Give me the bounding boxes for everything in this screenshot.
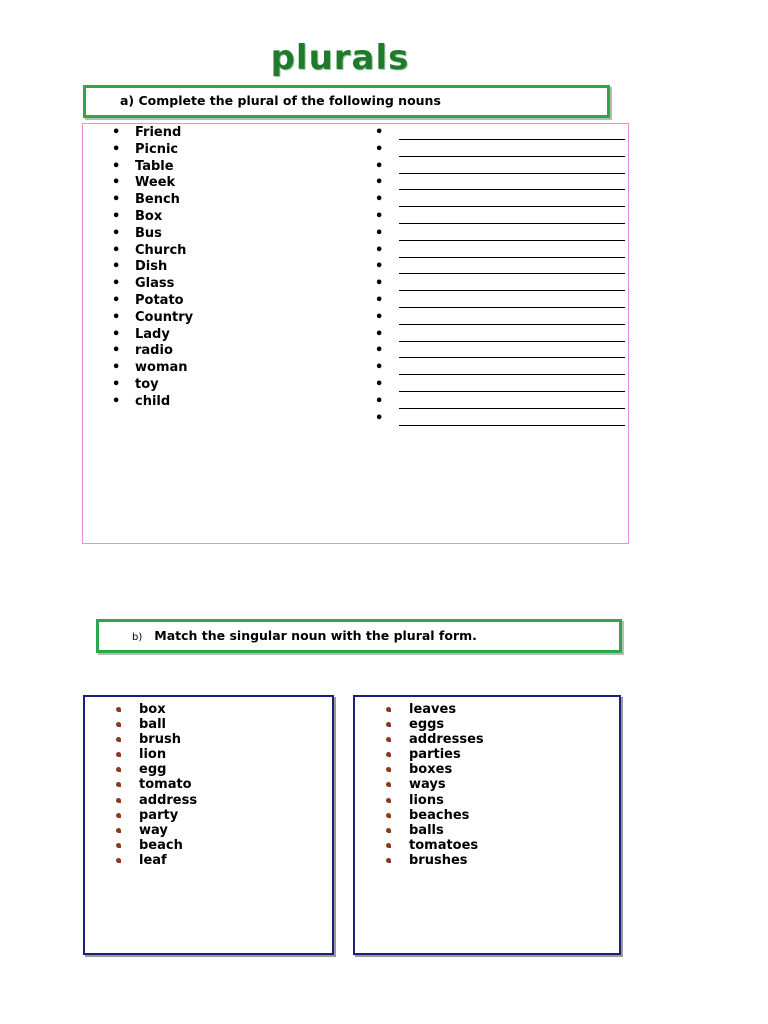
list-item <box>116 702 197 717</box>
list-item <box>116 777 197 792</box>
section-b-instruction-box <box>96 619 622 653</box>
list-item: • Dish <box>112 259 193 276</box>
bullet-icon <box>116 767 121 772</box>
list-item-label: party <box>139 807 179 823</box>
bullet-icon <box>386 813 391 818</box>
answer-blank[interactable] <box>375 276 625 293</box>
list-item-label: address <box>139 792 198 808</box>
list-item <box>386 747 484 762</box>
list-item <box>116 853 197 868</box>
blank-line <box>399 142 625 157</box>
list-item: • woman <box>112 360 193 377</box>
list-item <box>116 732 197 747</box>
list-item: • radio <box>112 343 193 360</box>
match-plural-list <box>386 702 484 868</box>
list-item: • Table <box>112 159 193 176</box>
bullet-icon <box>386 707 391 712</box>
blank-line <box>399 175 625 190</box>
blank-line <box>399 209 625 224</box>
list-item-label: leaf <box>139 852 167 868</box>
list-item-label: balls <box>409 822 444 838</box>
list-item: • Church <box>112 243 193 260</box>
bullet-icon <box>386 782 391 787</box>
list-item <box>386 702 484 717</box>
list-item: • Picnic <box>112 142 193 159</box>
list-item: • Friend <box>112 125 193 142</box>
blank-line <box>399 159 625 174</box>
list-item <box>386 808 484 823</box>
answer-blank-list <box>375 125 625 427</box>
list-item <box>386 717 484 732</box>
singular-noun-list <box>112 125 193 411</box>
list-item <box>386 838 484 853</box>
list-item: • Potato <box>112 293 193 310</box>
list-item <box>386 732 484 747</box>
list-item <box>386 777 484 792</box>
list-item-label: ball <box>139 717 166 733</box>
answer-blank[interactable] <box>375 377 625 394</box>
blank-line <box>399 125 625 140</box>
answer-blank[interactable] <box>375 394 625 411</box>
list-item <box>116 838 197 853</box>
blank-line <box>399 377 625 392</box>
bullet-icon <box>116 722 121 727</box>
list-item-label: tomato <box>139 777 192 793</box>
blank-line <box>399 293 625 308</box>
bullet-icon <box>116 828 121 833</box>
answer-blank[interactable] <box>375 360 625 377</box>
bullet-icon <box>386 737 391 742</box>
bullet-icon <box>116 782 121 787</box>
answer-blank[interactable] <box>375 310 625 327</box>
bullet-icon <box>386 767 391 772</box>
list-item-label: brushes <box>409 852 468 868</box>
blank-line <box>399 310 625 325</box>
list-item <box>116 747 197 762</box>
bullet-icon <box>386 858 391 863</box>
bullet-icon <box>116 707 121 712</box>
list-item <box>116 808 197 823</box>
answer-blank[interactable] <box>375 259 625 276</box>
list-item-label: brush <box>139 732 181 748</box>
blank-line <box>399 259 625 274</box>
list-item <box>116 823 197 838</box>
list-item: • Lady <box>112 327 193 344</box>
list-item-label: ways <box>409 777 446 793</box>
list-item-label: lions <box>409 792 444 808</box>
answer-blank[interactable] <box>375 293 625 310</box>
blank-line <box>399 394 625 409</box>
answer-blank[interactable] <box>375 125 625 142</box>
bullet-icon <box>386 843 391 848</box>
list-item <box>386 762 484 777</box>
list-item <box>386 853 484 868</box>
blank-line <box>399 192 625 207</box>
list-item-label: beach <box>139 837 183 853</box>
list-item: • Bench <box>112 192 193 209</box>
answer-blank[interactable] <box>375 343 625 360</box>
answer-blank[interactable] <box>375 411 625 428</box>
list-item <box>116 717 197 732</box>
list-item-label: eggs <box>409 717 445 733</box>
bullet-icon <box>386 752 391 757</box>
list-item-label: lion <box>139 747 167 763</box>
blank-line <box>399 360 625 375</box>
list-item: • toy <box>112 377 193 394</box>
answer-blank[interactable] <box>375 175 625 192</box>
answer-blank[interactable] <box>375 142 625 159</box>
bullet-icon <box>116 858 121 863</box>
list-item: • Bus <box>112 226 193 243</box>
blank-line <box>399 243 625 258</box>
list-item: • Country <box>112 310 193 327</box>
answer-blank[interactable] <box>375 192 625 209</box>
list-item: • Box <box>112 209 193 226</box>
match-singular-list <box>116 702 197 868</box>
bullet-icon <box>116 843 121 848</box>
list-item: • Glass <box>112 276 193 293</box>
bullet-icon <box>116 798 121 803</box>
answer-blank[interactable] <box>375 327 625 344</box>
list-item-label: way <box>139 822 168 838</box>
blank-line <box>399 276 625 291</box>
list-item: • child <box>112 394 193 411</box>
answer-blank[interactable] <box>375 209 625 226</box>
answer-blank[interactable] <box>375 159 625 176</box>
list-item-label: tomatoes <box>409 837 479 853</box>
bullet-icon <box>386 722 391 727</box>
blank-line <box>399 343 625 358</box>
list-item-label: egg <box>139 762 167 778</box>
bullet-icon <box>386 798 391 803</box>
list-item-label: beaches <box>409 807 470 823</box>
section-b-instruction: Match the singular noun with the plural form. <box>154 628 477 643</box>
list-item <box>386 823 484 838</box>
section-a-instruction-box <box>83 85 610 118</box>
bullet-icon <box>116 737 121 742</box>
list-item-label: boxes <box>409 762 453 778</box>
answer-blank[interactable] <box>375 226 625 243</box>
bullet-icon <box>116 752 121 757</box>
page-title: plurals <box>270 38 410 78</box>
answer-blank[interactable] <box>375 243 625 260</box>
blank-line <box>399 226 625 241</box>
section-a-instruction: a) Complete the plural of the following nouns <box>120 93 441 108</box>
list-item-label: box <box>139 702 166 717</box>
blank-line <box>399 411 625 426</box>
list-item-label: leaves <box>409 702 457 717</box>
list-item: • Week <box>112 175 193 192</box>
list-item <box>116 762 197 777</box>
list-item-label: parties <box>409 747 461 763</box>
bullet-icon <box>116 813 121 818</box>
bullet-icon <box>386 828 391 833</box>
list-item <box>386 793 484 808</box>
list-item <box>116 793 197 808</box>
blank-line <box>399 327 625 342</box>
section-b-marker: b) <box>132 632 143 643</box>
list-item-label: addresses <box>409 732 484 748</box>
